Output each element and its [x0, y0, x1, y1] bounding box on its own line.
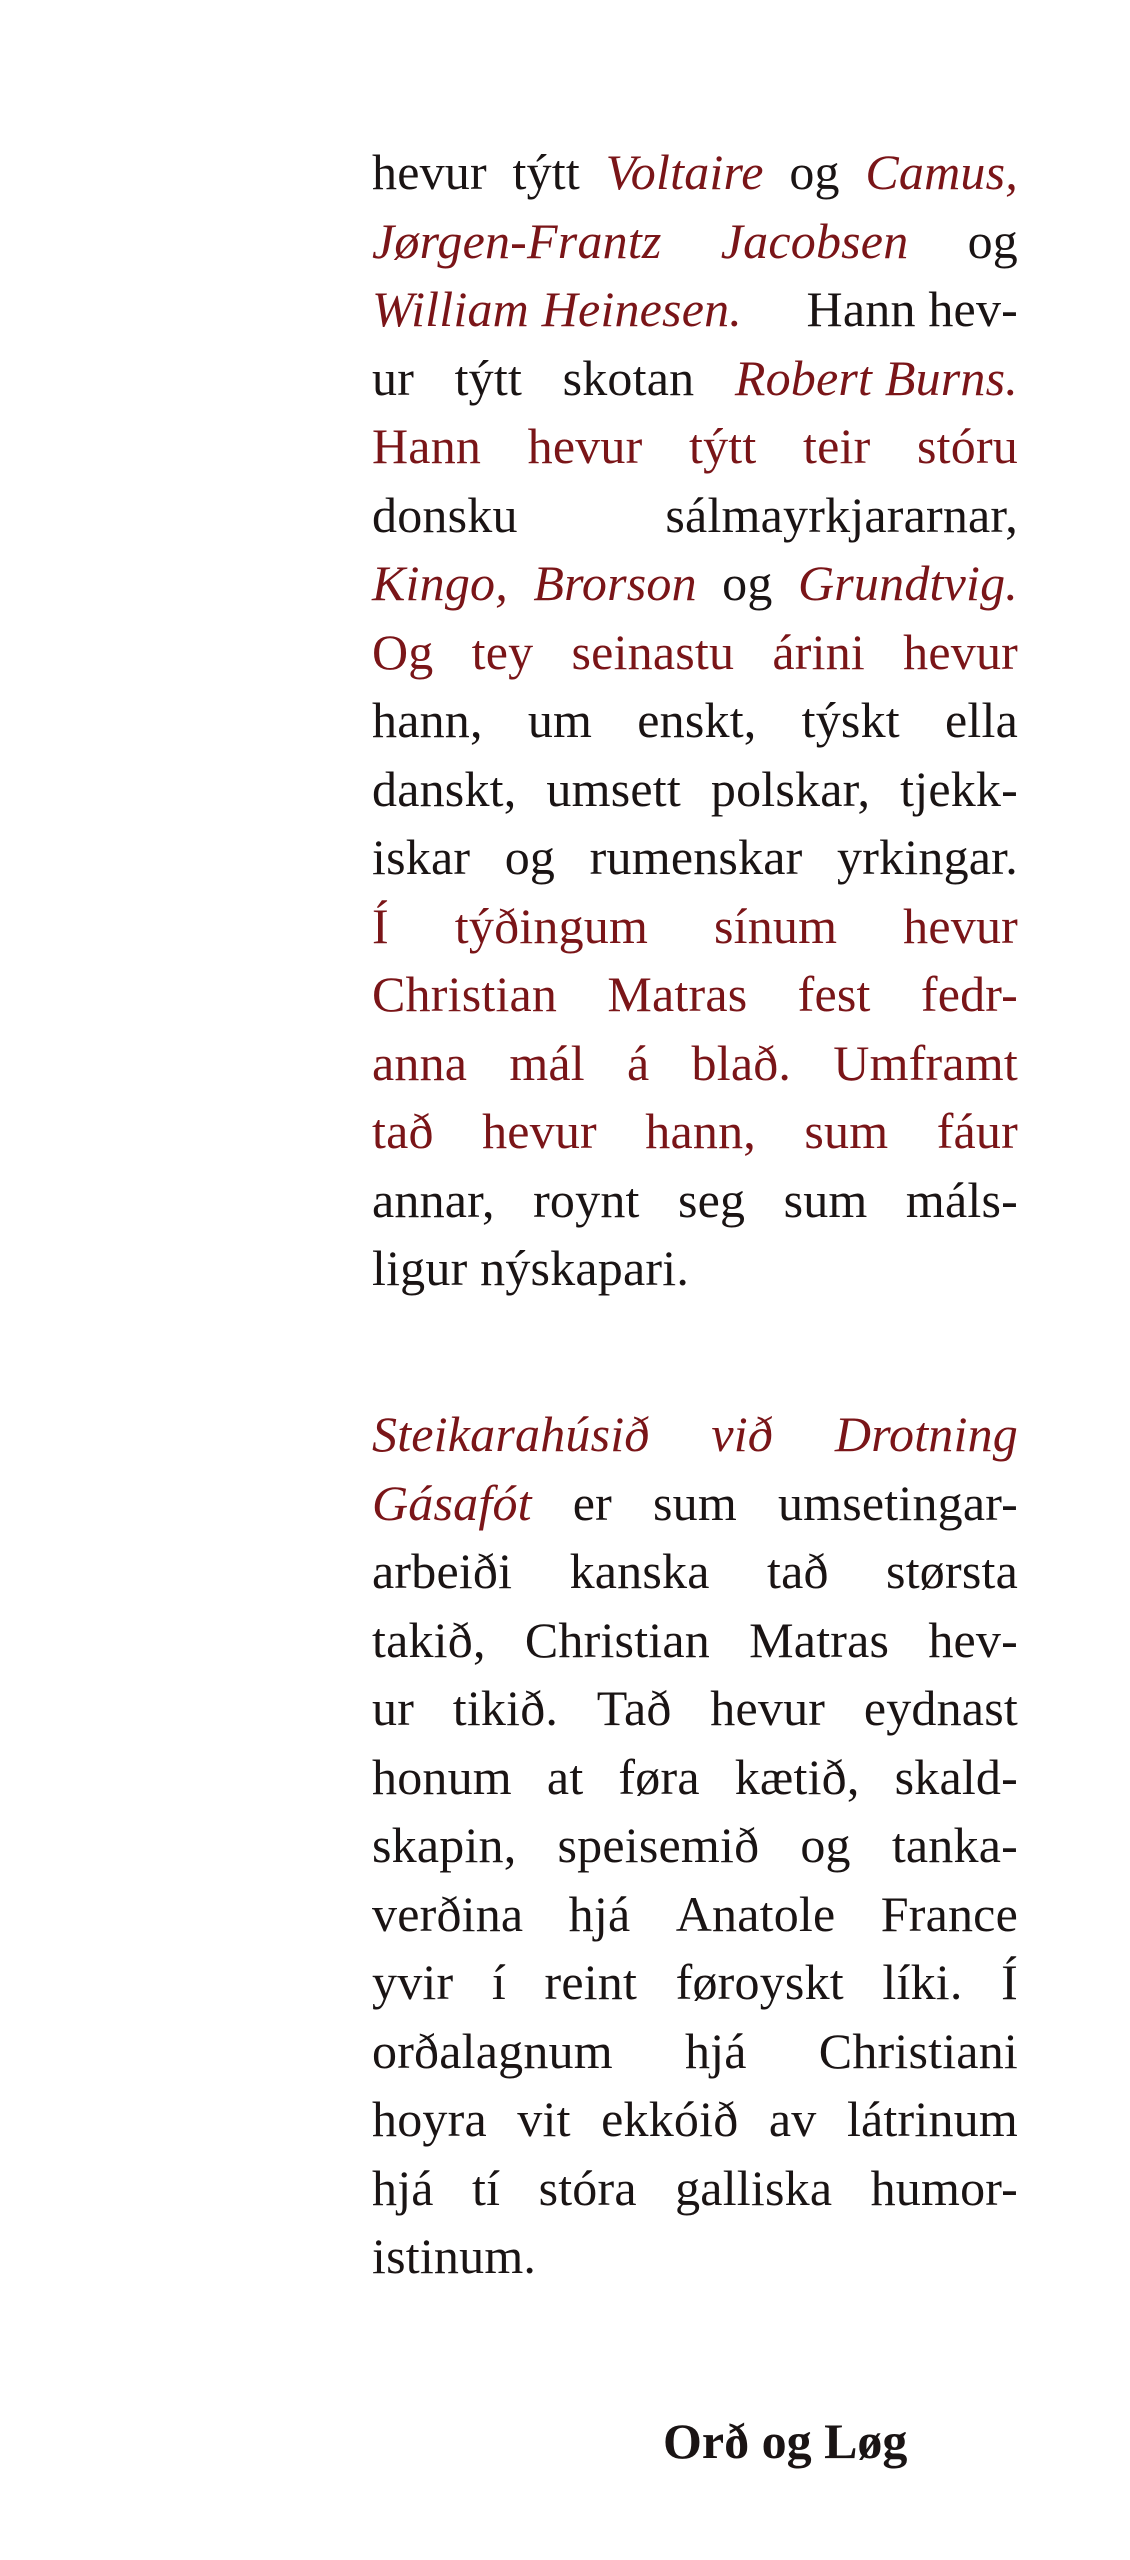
word: við [711, 1406, 774, 1462]
word: Tað [596, 1680, 672, 1736]
word: ur [372, 1680, 415, 1736]
word: polskar, [710, 760, 871, 817]
word: France [880, 1885, 1018, 1942]
word: roynt [533, 1171, 640, 1228]
word: danskt, [372, 760, 517, 817]
word: máls- [905, 1171, 1018, 1228]
word: Gásafót [372, 1474, 532, 1531]
word: týtt [512, 144, 580, 200]
word: stóra [538, 2159, 637, 2216]
word: látrinum [846, 2091, 1018, 2147]
text-line [372, 412, 1018, 481]
word: týðingum [454, 897, 649, 954]
word: um [527, 692, 593, 748]
signature: Orð og Løg [663, 2413, 908, 2469]
text-line [372, 892, 1018, 961]
text-line [372, 1029, 1018, 1098]
word: kætið, [734, 1748, 860, 1805]
word: fest [797, 966, 871, 1022]
word: Jørgen-Frantz [372, 212, 662, 269]
word: hev- [928, 1611, 1018, 1668]
word: vit [517, 2091, 571, 2147]
word: ligur nýskapari. [372, 1240, 690, 1296]
text-line [372, 207, 1018, 276]
text-line [372, 755, 1018, 824]
word: yvir [372, 1954, 454, 2010]
text-line [372, 618, 1018, 687]
word: reint [544, 1954, 638, 2010]
word: galliska [675, 2159, 833, 2216]
word: rumenskar [589, 829, 803, 885]
word: Steikarahúsið [372, 1406, 650, 1462]
word: Í [372, 897, 389, 954]
word: iskar [372, 829, 471, 885]
word: Og [372, 623, 434, 680]
word: hjá [372, 2159, 434, 2216]
word: skald- [894, 1748, 1018, 1805]
word: Voltaire [605, 144, 764, 200]
text-line [372, 823, 1018, 892]
word: týskt [801, 692, 900, 748]
word: Christian [372, 966, 558, 1022]
word: føroyskt [675, 1954, 844, 2010]
word: størsta [886, 1543, 1018, 1599]
text-line [372, 2154, 1018, 2223]
word: fáur [936, 1103, 1018, 1159]
text-line [372, 1880, 1018, 1949]
word: Umframt [833, 1034, 1018, 1091]
word: seinastu [571, 623, 735, 680]
word: hann, [372, 692, 483, 748]
word: stóru [917, 418, 1018, 474]
word: og [967, 212, 1018, 269]
paragraph-2 [372, 1400, 1018, 2291]
text-line [372, 344, 1018, 413]
word: orðalagnum [372, 2022, 613, 2079]
word: Hann hev- [806, 281, 1018, 337]
word: Hann [372, 418, 482, 474]
word: tikið. [452, 1680, 559, 1736]
text-line [372, 1234, 1018, 1303]
word: seg [677, 1171, 746, 1228]
word: at [546, 1748, 584, 1805]
word: eydnast [863, 1680, 1018, 1736]
word: týtt [689, 418, 757, 474]
text-line [372, 1948, 1018, 2017]
word: Christian [524, 1611, 710, 1668]
word: Robert Burns. [734, 349, 1018, 406]
text-line [372, 1166, 1018, 1235]
word: sínum [713, 897, 838, 954]
text-line [372, 275, 1018, 344]
word: hoyra [372, 2091, 487, 2147]
word: skotan [562, 349, 695, 406]
word: og [722, 555, 773, 611]
text-line [372, 481, 1018, 550]
word: fedr- [920, 966, 1018, 1022]
word: Grundtvig. [797, 555, 1018, 611]
text-line [372, 686, 1018, 755]
word: Anatole [675, 1885, 836, 1942]
word: anna [372, 1034, 468, 1091]
text-line [372, 2017, 1018, 2086]
word: William Heinesen. [372, 281, 743, 337]
word: týtt [454, 349, 523, 406]
word: umsetingar- [777, 1474, 1018, 1531]
word: humor- [870, 2159, 1018, 2216]
word: í [491, 1954, 506, 2010]
word: hevur [372, 144, 487, 200]
word: hevur [710, 1680, 826, 1736]
word: speisemið [557, 1817, 760, 1873]
word: verðina [372, 1885, 524, 1942]
word: takið, [372, 1611, 486, 1668]
text-line [372, 2222, 1018, 2291]
word: Kingo, [372, 555, 508, 611]
word: líki. [882, 1954, 963, 2010]
word: ekkóið [601, 2091, 739, 2147]
word: føra [618, 1748, 700, 1805]
word: tjekk- [900, 760, 1018, 817]
word: teir [803, 418, 871, 474]
word: arbeiði [372, 1543, 513, 1599]
word: Camus, [865, 144, 1018, 200]
word: umsett [546, 760, 681, 817]
text-line [372, 1811, 1018, 1880]
word: hevur [903, 897, 1018, 954]
word: tað [372, 1103, 434, 1159]
word: og [789, 144, 840, 200]
paragraph-1 [372, 138, 1018, 1303]
word: sálmayrkjararnar, [665, 486, 1018, 543]
text-line [372, 549, 1018, 618]
word: sum [783, 1171, 868, 1228]
word: kanska [569, 1543, 710, 1599]
text-line [372, 2085, 1018, 2154]
word: Í [1001, 1954, 1018, 2010]
word: enskt, [637, 692, 757, 748]
word: honum [372, 1748, 512, 1805]
word: er [572, 1474, 612, 1531]
text-line [372, 1674, 1018, 1743]
word: hann, [645, 1103, 756, 1159]
word: og [800, 1817, 851, 1873]
word: árini [772, 623, 865, 680]
word: hjá [568, 1885, 631, 1942]
word: donsku [372, 486, 518, 543]
word: Christiani [818, 2022, 1018, 2079]
word: yrkingar. [837, 829, 1018, 885]
word: annar, [372, 1171, 495, 1228]
word: á [627, 1034, 650, 1091]
word: sum [804, 1103, 889, 1159]
word: istinum. [372, 2228, 537, 2284]
word: Matras [607, 966, 748, 1022]
word: hevur [527, 418, 643, 474]
word: hevur [903, 623, 1018, 680]
word: skapin, [372, 1817, 517, 1873]
word: tanka- [891, 1817, 1018, 1873]
word: sum [653, 1474, 737, 1531]
word: blað. [691, 1034, 792, 1091]
word: av [768, 2091, 817, 2147]
text-line [372, 1743, 1018, 1812]
word: hjá [684, 2022, 747, 2079]
word: Drotning [834, 1406, 1018, 1462]
text-line [372, 1097, 1018, 1166]
word: hevur [482, 1103, 597, 1159]
text-line [372, 1400, 1018, 1469]
word: Brorson [533, 555, 697, 611]
word: Matras [749, 1611, 890, 1668]
text-line [372, 960, 1018, 1029]
text-line [372, 1537, 1018, 1606]
text-line [372, 1606, 1018, 1675]
word: mál [509, 1034, 585, 1091]
word: ella [945, 692, 1018, 748]
text-line [372, 1469, 1018, 1538]
word: og [504, 829, 556, 885]
word: tí [472, 2159, 501, 2216]
word: tað [766, 1543, 829, 1599]
word: Jacobsen [720, 212, 909, 269]
word: ur [372, 349, 415, 406]
word: tey [471, 623, 534, 680]
text-line [372, 138, 1018, 207]
